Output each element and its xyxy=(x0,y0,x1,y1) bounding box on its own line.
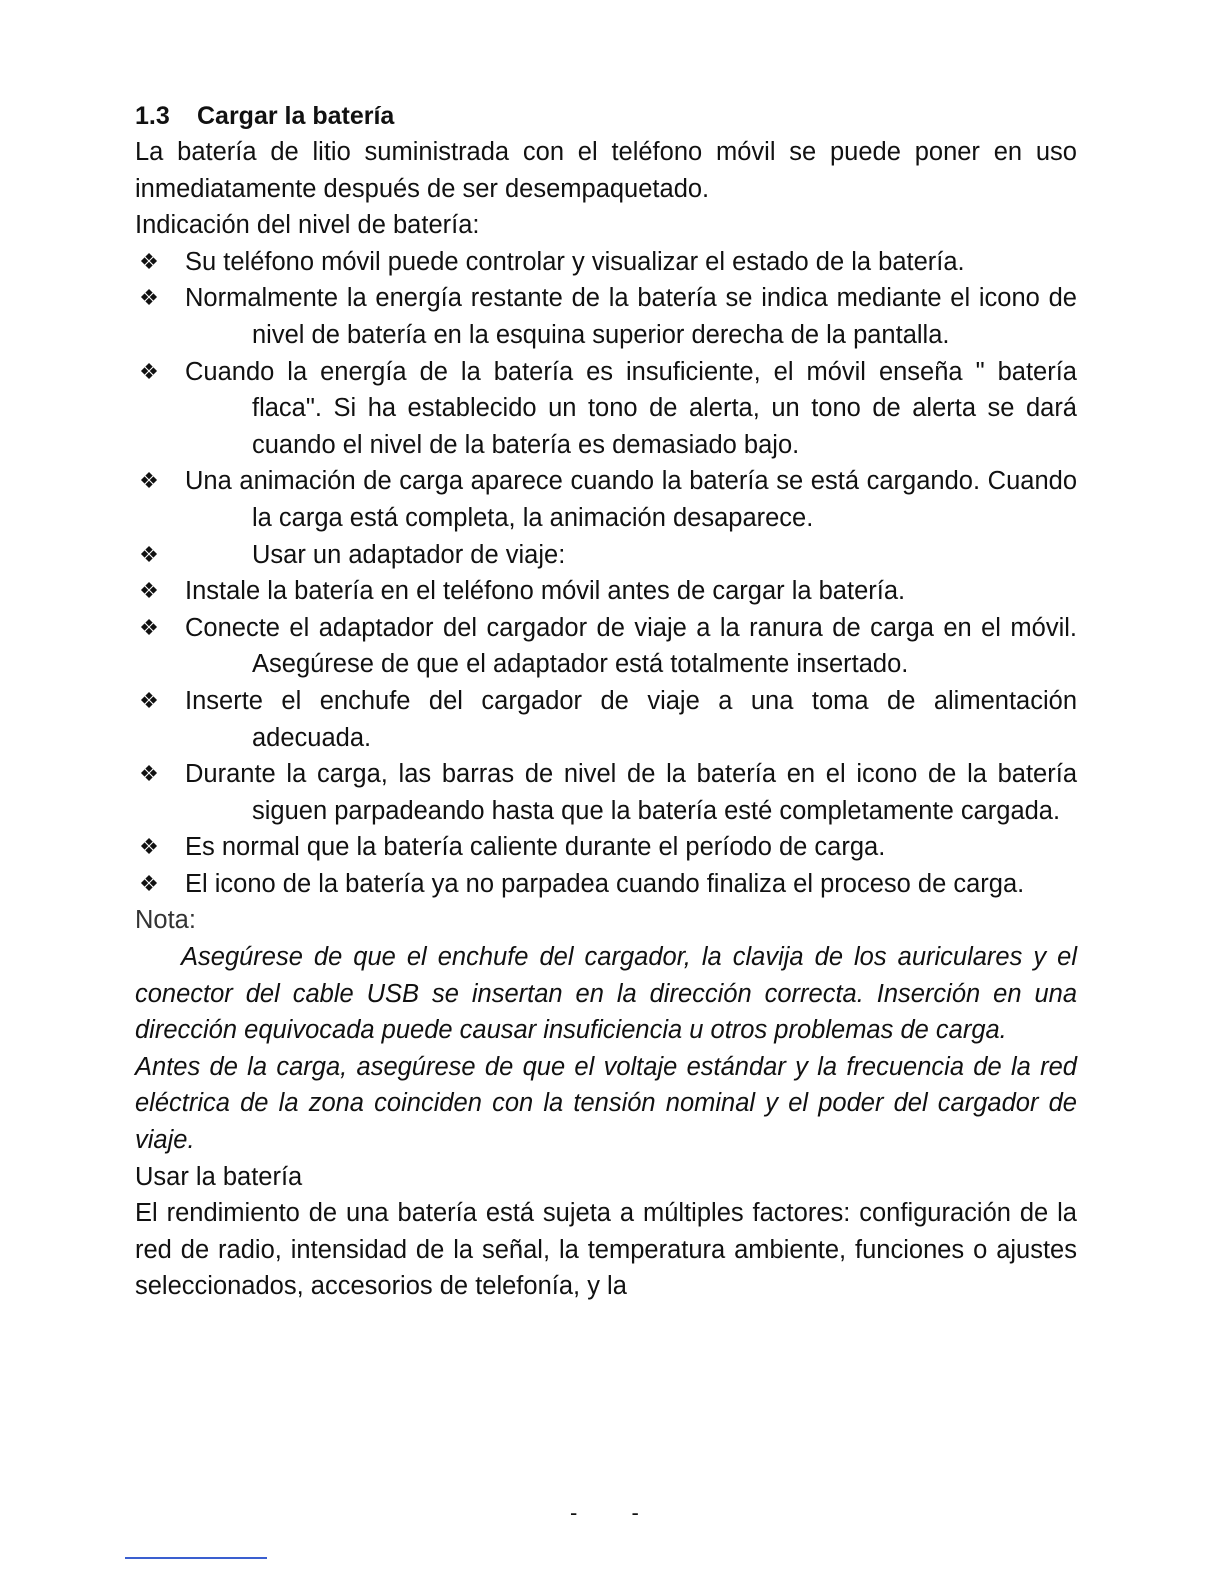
usage-paragraph: El rendimiento de una batería está sujeta a múltiples factores: configuración de la red de radio, intensidad de la señal, la temperatura ambiente, funciones o ajustes seleccionados, accesorios de telefonía, y la xyxy=(135,1199,1077,1301)
bullet-icon: ❖ xyxy=(139,614,159,640)
list-item-text: Una animación de carga aparece cuando la batería se está cargando. Cuando la carga está completa, la animación desaparece. xyxy=(185,467,1077,532)
list-item xyxy=(135,537,1077,574)
section-title: Cargar la batería xyxy=(197,102,395,130)
bullet-icon: ❖ xyxy=(139,285,159,311)
footer-rule xyxy=(125,1557,267,1559)
list-item-text: Cuando la energía de la batería es insuficiente, el móvil enseña " batería flaca". Si ha establecido un tono de alerta, un tono de alerta se dará cuando el nivel de la batería es demasiado bajo. xyxy=(185,357,1077,459)
bullet-icon: ❖ xyxy=(139,761,159,787)
list-item xyxy=(135,244,1077,281)
bullet-icon: ❖ xyxy=(139,578,159,604)
list-item xyxy=(135,610,1077,683)
bullet-icon: ❖ xyxy=(139,468,159,494)
usage-title: Usar la batería xyxy=(135,1162,303,1191)
bullet-icon: ❖ xyxy=(139,248,159,274)
bullet-icon: ❖ xyxy=(139,358,159,384)
list-item-text: Normalmente la energía restante de la batería se indica mediante el icono de nivel de batería en la esquina superior derecha de la pantalla. xyxy=(185,284,1077,349)
list-item xyxy=(135,573,1077,610)
document-page xyxy=(135,98,1077,1305)
list-item xyxy=(135,463,1077,536)
note-label: Nota: xyxy=(135,906,196,935)
list-item-text: Es normal que la batería caliente durante el período de carga. xyxy=(185,833,886,862)
bullet-icon: ❖ xyxy=(139,870,159,896)
note-paragraph: Antes de la carga, asegúrese de que el voltaje estándar y la frecuencia de la red eléctrica de la zona coinciden con la tensión nominal y el poder del cargador de viaje. xyxy=(135,1052,1077,1155)
list-item-text: Usar un adaptador de viaje: xyxy=(252,540,566,569)
list-item xyxy=(135,683,1077,756)
section-number: 1.3 xyxy=(135,102,170,130)
list-item xyxy=(135,866,1077,903)
bullet-list xyxy=(135,244,1077,903)
bullet-icon: ❖ xyxy=(139,687,159,713)
list-item-text: Instale la batería en el teléfono móvil antes de cargar la batería. xyxy=(185,577,906,606)
bullet-icon: ❖ xyxy=(139,834,159,860)
intro-paragraph: La batería de litio suministrada con el teléfono móvil se puede poner en uso inmediatamente después de ser desempaquetado. xyxy=(135,138,1077,203)
list-item-text: Su teléfono móvil puede controlar y visualizar el estado de la batería. xyxy=(185,247,965,276)
note-paragraph: Asegúrese de que el enchufe del cargador, la clavija de los auriculares y el conector del cable USB se insertan en la dirección correcta. Inserción en una dirección equivocada puede causar insuficiencia u otros problemas de carga. xyxy=(135,943,1077,1045)
list-item-text: Durante la carga, las barras de nivel de la batería en el icono de la batería siguen parpadeando hasta que la batería esté completamente cargada. xyxy=(185,760,1077,825)
list-item-text: El icono de la batería ya no parpadea cuando finaliza el proceso de carga. xyxy=(185,869,1025,898)
list-item xyxy=(135,354,1077,464)
list-item xyxy=(135,280,1077,353)
bullet-icon: ❖ xyxy=(139,541,159,567)
list-item xyxy=(135,829,1077,866)
list-item-text: Inserte el enchufe del cargador de viaje a una toma de alimentación adecuada. xyxy=(185,686,1077,752)
page-footer-mark: - - xyxy=(570,1500,663,1525)
list-item xyxy=(135,756,1077,829)
list-item-text: Conecte el adaptador del cargador de viaje a la ranura de carga en el móvil. Asegúrese de que el adaptador está totalmente insertado. xyxy=(185,613,1077,679)
battery-level-label: Indicación del nivel de batería: xyxy=(135,211,480,240)
section-heading xyxy=(135,98,1077,134)
